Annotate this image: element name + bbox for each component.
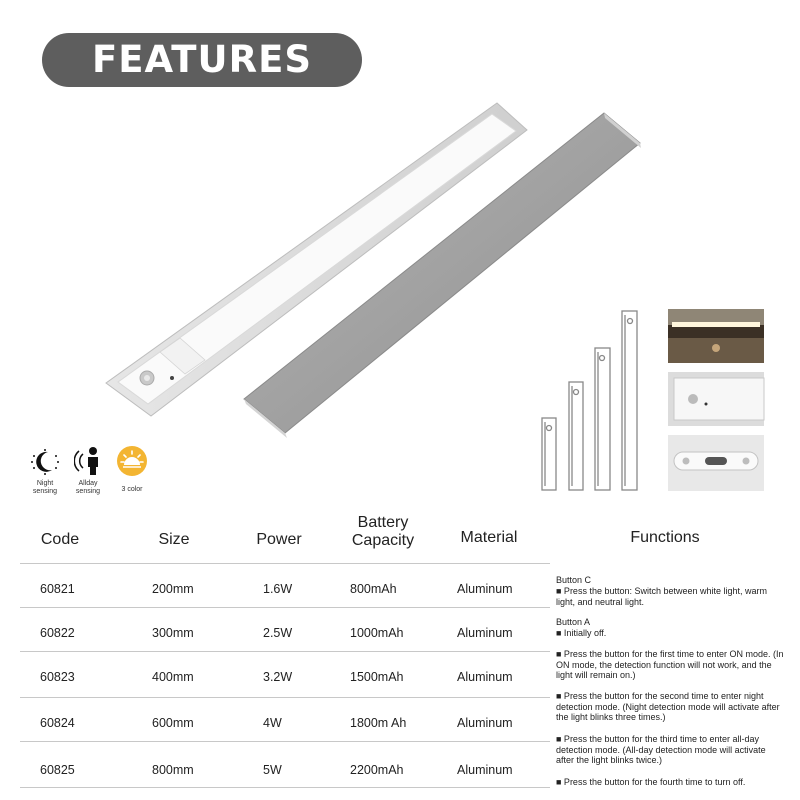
header-material: Material (460, 529, 518, 546)
three-color-label: 3 color (121, 486, 143, 493)
table-divider (20, 697, 550, 698)
sensor-closeup (668, 372, 764, 426)
sun-icon (117, 446, 147, 476)
table-cell-material: Aluminum (457, 716, 513, 730)
moon-sensor-icon (30, 448, 60, 476)
button-a-step-4: ■ Press the button for the third time to enter all-day detection mode. (All-day detection mode will activate after the light blinks twice.) (556, 734, 766, 765)
table-cell-size: 300mm (152, 626, 194, 640)
table-divider (20, 651, 550, 652)
table-cell-size: 200mm (152, 582, 194, 596)
header-power: Power (256, 531, 302, 548)
button-c-description: ■ Press the button: Switch between white light, warm light, and neutral light. (556, 586, 768, 607)
table-cell-battery: 1800m Ah (350, 716, 407, 730)
header-functions: Functions (630, 529, 700, 546)
allday-sensing-label: Allday sensing (75, 480, 101, 495)
product-illustration (0, 95, 800, 505)
button-a-step-3: ■ Press the button for the second time to enter night detection mode. (Night detection mode will activate after the light blinks three times.) (556, 691, 780, 722)
table-cell-code: 60824 (40, 716, 75, 730)
table-divider (20, 741, 550, 742)
table-cell-code: 60823 (40, 670, 75, 684)
table-divider (20, 607, 550, 608)
table-cell-material: Aluminum (457, 582, 513, 596)
table-cell-size: 400mm (152, 670, 194, 684)
table-cell-material: Aluminum (457, 626, 513, 640)
person-signal-icon (74, 446, 102, 476)
kitchen-photo (668, 309, 764, 363)
table-cell-code: 60821 (40, 582, 75, 596)
header-size: Size (158, 531, 190, 548)
table-cell-power: 4W (263, 716, 282, 730)
button-a-step-2: ■ Press the button for the first time to enter ON mode. (In ON mode, the detection function will not work, and the light will remain on.) (556, 649, 784, 680)
table-cell-material: Aluminum (457, 670, 513, 684)
header-battery (333, 514, 433, 550)
button-a-title: Button A (556, 617, 591, 627)
button-a-step-5: ■ Press the button for the fourth time to turn off. (556, 777, 746, 787)
button-c-title: Button C (556, 575, 592, 585)
table-cell-power: 1.6W (263, 582, 293, 596)
table-cell-battery: 1000mAh (350, 626, 404, 640)
table-divider (20, 563, 550, 564)
usb-c-closeup (668, 435, 764, 491)
header-battery-line1: Battery (357, 514, 409, 531)
table-cell-battery: 800mAh (350, 582, 397, 596)
table-cell-power: 5W (263, 763, 282, 777)
table-cell-material: Aluminum (457, 763, 513, 777)
table-cell-power: 3.2W (263, 670, 293, 684)
features-banner: FEATURES (42, 33, 362, 87)
header-code: Code (40, 531, 80, 548)
table-cell-code: 60825 (40, 763, 75, 777)
button-a-step-1: ■ Initially off. (556, 628, 607, 638)
table-cell-battery: 1500mAh (350, 670, 404, 684)
table-cell-size: 600mm (152, 716, 194, 730)
table-cell-power: 2.5W (263, 626, 293, 640)
table-cell-code: 60822 (40, 626, 75, 640)
night-sensing-label: Night sensing (32, 480, 58, 495)
header-battery-line2: Capacity (351, 532, 415, 549)
table-divider (20, 787, 550, 788)
table-cell-battery: 2200mAh (350, 763, 404, 777)
size-comparison (542, 311, 637, 490)
table-cell-size: 800mm (152, 763, 194, 777)
